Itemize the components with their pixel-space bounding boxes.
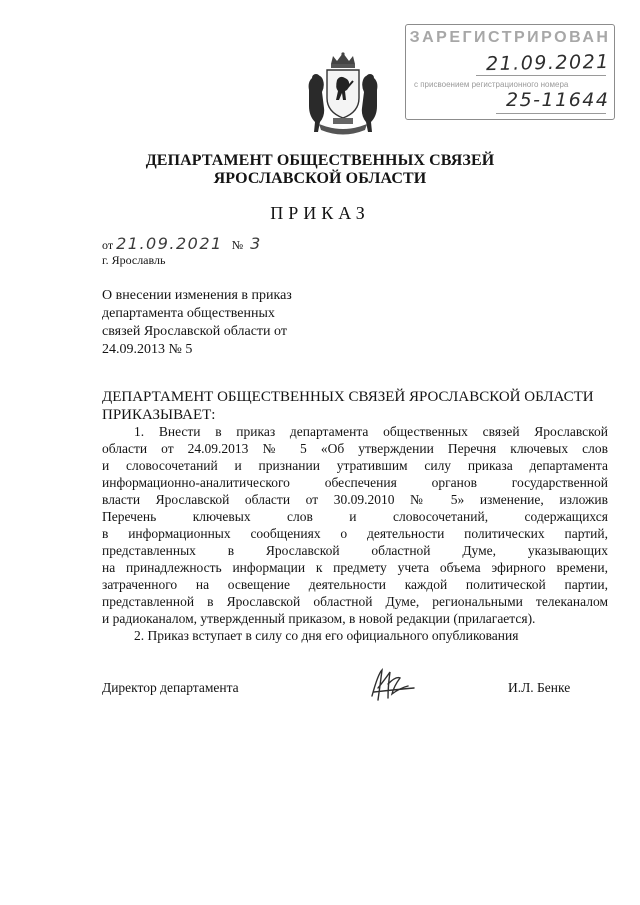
signatory-name: И.Л. Бенке — [508, 680, 571, 695]
body-line: и радиоканалом, утвержденный приказом, в новой редакции (прилагается). — [102, 611, 536, 626]
stamp-caption: с присвоением регистрационного номера — [414, 80, 569, 89]
number-prefix: № — [231, 238, 244, 252]
body-line: представленных в Ярославской областной Думе, указывающих — [102, 543, 608, 558]
body-line: затраченного на освещение деятельности каждой политической партии, — [102, 577, 608, 592]
order-date-number — [102, 234, 262, 253]
stamp-number-underline — [496, 113, 606, 114]
signature-block — [102, 680, 582, 696]
body-line: представленной в Ярославской областной Думе, региональными телеканалом — [102, 594, 608, 609]
body-line: Перечень ключевых слов и словосочетаний, содержащихся — [102, 509, 608, 524]
body-line: на принадлежность информации к предмету учета объема эфирного времени, — [102, 560, 608, 575]
body-line: информационно-аналитического обеспечения органов государственной — [102, 475, 608, 490]
stamp-registration-number: 25-11644 — [506, 89, 610, 111]
handwritten-signature — [368, 666, 418, 704]
body-line: области от 24.09.2013 № 5 «Об утверждении Перечня ключевых слов — [102, 441, 608, 456]
body-line: 1. Внести в приказ департамента общественных связей Ярославской — [134, 424, 608, 439]
stamp-date-underline — [476, 75, 606, 76]
subject-line: 24.09.2013 № 5 — [102, 342, 193, 357]
body-line: и словосочетаний и признании утратившим силу приказа департамента — [102, 458, 608, 473]
stamp-date: 21.09.2021 — [485, 50, 610, 76]
order-date: 21.09.2021 — [116, 234, 223, 253]
order-subject — [102, 287, 342, 359]
city-label: г. Ярославль — [102, 253, 166, 267]
document-type-title: ПРИКАЗ — [270, 203, 370, 223]
department-name-line1: ДЕПАРТАМЕНТ ОБЩЕСТВЕННЫХ СВЯЗЕЙ — [145, 152, 495, 169]
date-prefix: от — [102, 238, 114, 252]
subject-line: связей Ярославской области от — [102, 324, 287, 339]
signatory-position: Директор департамента — [102, 680, 239, 695]
coat-of-arms-emblem — [303, 50, 383, 140]
order-declaration — [102, 388, 602, 424]
body-line: 2. Приказ вступает в силу со дня его официального опубликования — [134, 628, 519, 643]
subject-line: департамента общественных — [102, 306, 275, 321]
declaration-line1: ДЕПАРТАМЕНТ ОБЩЕСТВЕННЫХ СВЯЗЕЙ ЯРОСЛАВСКОЙ ОБЛАСТИ — [102, 389, 594, 405]
order-number: 3 — [250, 234, 262, 253]
body-line: власти Ярославской области от 30.09.2010 № 5» изменение, изложив — [102, 492, 608, 507]
department-name-line2: ЯРОСЛАВСКОЙ ОБЛАСТИ — [213, 170, 427, 187]
stamp-title: ЗАРЕГИСТРИРОВАН — [409, 29, 611, 46]
registration-stamp — [405, 24, 615, 120]
subject-line: О внесении изменения в приказ — [102, 288, 292, 303]
body-line: в информационных сообщениях о деятельности политических партий, — [102, 526, 608, 541]
order-body — [102, 423, 608, 644]
declaration-line2: ПРИКАЗЫВАЕТ: — [102, 407, 216, 423]
